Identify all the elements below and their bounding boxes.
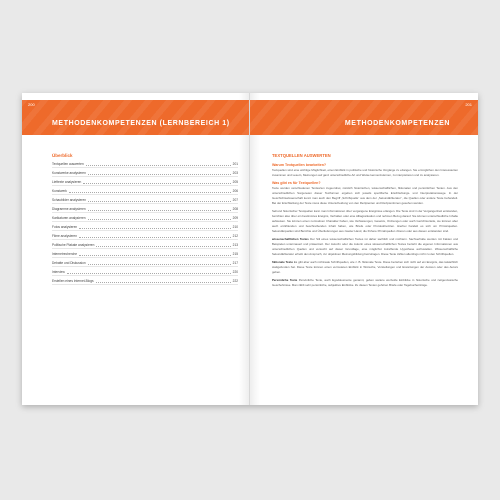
toc-item-page: 206 — [232, 189, 238, 193]
toc-item-label: Schaubilder analysieren — [52, 198, 87, 202]
toc-heading: Überblick — [52, 153, 73, 158]
toc-leader-dots — [79, 227, 231, 229]
toc-item-page: 222 — [232, 279, 238, 283]
toc-item-page: 212 — [232, 234, 238, 238]
toc-item — [52, 249, 238, 258]
toc-item — [52, 195, 238, 204]
subsection-title: Was gibt es für Textquellen? — [272, 181, 321, 185]
toc-item — [52, 186, 238, 195]
emphasis-term: Persönliche Texte — [272, 278, 298, 282]
toc-item — [52, 168, 238, 177]
left-page-number: 200 — [28, 102, 35, 107]
toc-item-page: 210 — [232, 225, 238, 229]
toc-item — [52, 222, 238, 231]
toc-item — [52, 213, 238, 222]
toc-leader-dots — [96, 245, 230, 247]
toc-item-label: Fotos analysieren — [52, 225, 78, 229]
subsection-title: Warum Textquellen bearbeiten? — [272, 163, 327, 167]
toc-item-page: 217 — [232, 261, 238, 265]
toc-leader-dots — [69, 191, 231, 193]
page-content — [272, 153, 458, 291]
paragraph-text: Es gibt aber auch nichtreale Schriftquellen, wie z. B. fiktionale Texte. Diese beziehen sich nicht auf ein Ereignis, das tatsächlich stattgefunden hat. Diese Texte können einen vermuteten Einblick in Wünsche, Vorstellungen und Erwartungen der Autoren oder des Autors geben. — [272, 260, 458, 274]
emphasis-term: wissenschaftlichen Textes — [272, 237, 309, 241]
toc-item-label: Politische Plakate analysieren — [52, 243, 95, 247]
paragraph-text: Der Stil eines wissenschaftlichen Textes ist daher sachlich und nüchtern. Sachverhalte werden mit Fakten und Beispielen untermauert und präsentiert. Der Autor/in oder die Autorin eines wissenschaftlichen Textes bezieht die eigenen Informationen aus unterschiedlichen Quellen und versucht auf dieser Grundlage, eine möglichst zutreffende Hypothese aufzustellen. Wissenschaftliche Sekundärliteratur erhebt den Anspruch, zur objektiven Meinungsbildung beizutragen. Diese Texte zählen allerdings nicht zu den Schriftquellen. — [272, 237, 458, 256]
body-paragraph: Sehund historischer Textquellen kann man Informationen über vergangene Ereignisse erlangen. Die Texte sind in der Vergangenheit entstanden, berichten also über ein bestimmtes Ereignis, Verhalten oder eine Alltagssituation und nehmen Bezug darauf. Sie können unterschiedliche Inhalte aufweisen. Sie können einen normativen Charakter haben, wie Verfassungen, Gesetze, Ordnungen oder auch Gerichtsurteile, sie können aber auch erzählenden und beschreibenden Inhalt haben, wie Briefe oder Protokollnotizen. Hierbei handelt es sich um Primärquellen. Sekundärquellen sind Berichte und Überlieferungen aus zweiter Hand, die frühere Primärquellen zitieren oder aus diesen entstanden sind. — [272, 209, 458, 233]
toc-item-page: 201 — [232, 162, 238, 166]
body-paragraph — [272, 260, 458, 275]
toc-leader-dots — [88, 200, 231, 202]
toc-item — [52, 276, 238, 285]
toc-item-label: Diagramme analysieren — [52, 207, 86, 211]
toc-item-page: 215 — [232, 252, 238, 256]
toc-item-label: Kunstwerke analysieren — [52, 171, 86, 175]
body-paragraph: Textquellen sind eine wichtige Möglichkeit, einen Einblick in politische und historische Vorgänge zu erlangen. Sie ermöglichen den Interessierten zusammen und Lesern, Meinungen auf ganz unterschiedliche Art und Weise kennenzulernen, zu interpretieren und zu analysieren. — [272, 168, 458, 177]
toc-item-label: Debatte und Diskussion — [52, 261, 86, 265]
toc-item — [52, 267, 238, 276]
toc-item — [52, 159, 238, 168]
left-banner-title: METHODENKOMPETENZEN (LERNBEREICH 1) — [52, 120, 230, 127]
toc-item-label: Filme analysieren — [52, 234, 77, 238]
right-banner — [250, 100, 478, 135]
toc-item-label: Internetrecherche — [52, 252, 77, 256]
toc-item-page: 220 — [232, 270, 238, 274]
toc-item — [52, 177, 238, 186]
toc-leader-dots — [88, 263, 231, 265]
toc-item-page: 205 — [232, 180, 238, 184]
right-page-number: 201 — [465, 102, 472, 107]
left-page — [22, 93, 250, 405]
toc-item-label: Erstellen eines Internet-Blogs — [52, 279, 94, 283]
toc-item — [52, 231, 238, 240]
right-banner-title: METHODENKOMPETENZEN — [344, 120, 450, 127]
body-paragraph: Texte werden verschiedenen Textsorten zugeordnet, nämlich historischen, wissenschaftlichen, fiktionalen und persönlichen Texten. Aus den unterschiedlichen Sorgeneien dieser Textformen ergeben sich jeweils spezifische Erschließungs- und Interpretationswege. In der Geschichtswissenschaft kennt man auch den Begriff „Schriftquelle“ aus dem der „Sekundärliteratur“, die Quellen oder andere Texte behandelt. Bei der Erschließung der Texte muss diese Unterscheidung von den Rezipienten und Rezipientinnen gesehen werden. — [272, 186, 458, 205]
toc-leader-dots — [96, 281, 231, 283]
toc-leader-dots — [79, 254, 231, 256]
toc-item-page: 208 — [232, 207, 238, 211]
toc-list — [52, 159, 238, 285]
open-book — [22, 93, 478, 405]
section-title: TEXTQUELLEN AUSWERTEN — [272, 153, 331, 158]
toc-item-label: Karikaturen analysieren — [52, 216, 86, 220]
toc-leader-dots — [67, 272, 231, 274]
toc-leader-dots — [86, 164, 231, 166]
toc-item — [52, 258, 238, 267]
toc-item-page: 213 — [232, 243, 238, 247]
left-banner — [22, 100, 249, 135]
emphasis-term: fiktionale Texte — [272, 260, 293, 264]
toc-item-label: Kunstwerk — [52, 189, 67, 193]
toc-item-label: Interview — [52, 270, 65, 274]
toc-leader-dots — [83, 182, 230, 184]
toc-leader-dots — [88, 209, 231, 211]
table-of-contents — [52, 153, 238, 285]
paragraph-text: Persönliche Texte, auch Egodokumente genannt, geben weitere wertvolle Einblicke in historische und zeitgenössische Geschehnisse. Man zählt sehr persönliche, subjektive Einblicke. Zu diesen Texten gehören Briefe oder Tagebucheinträge. — [272, 278, 458, 287]
toc-leader-dots — [88, 173, 231, 175]
toc-item-label: Textquellen auswerten — [52, 162, 84, 166]
body-paragraph — [272, 278, 458, 288]
right-page — [250, 93, 478, 405]
toc-item-page: 207 — [232, 198, 238, 202]
body-paragraph — [272, 237, 458, 257]
toc-item — [52, 240, 238, 249]
toc-item-label: Lieftexte analysieren — [52, 180, 82, 184]
toc-item — [52, 204, 238, 213]
toc-item-page: 209 — [232, 216, 238, 220]
toc-item-page: 203 — [232, 171, 238, 175]
toc-leader-dots — [88, 218, 231, 220]
toc-leader-dots — [79, 236, 231, 238]
